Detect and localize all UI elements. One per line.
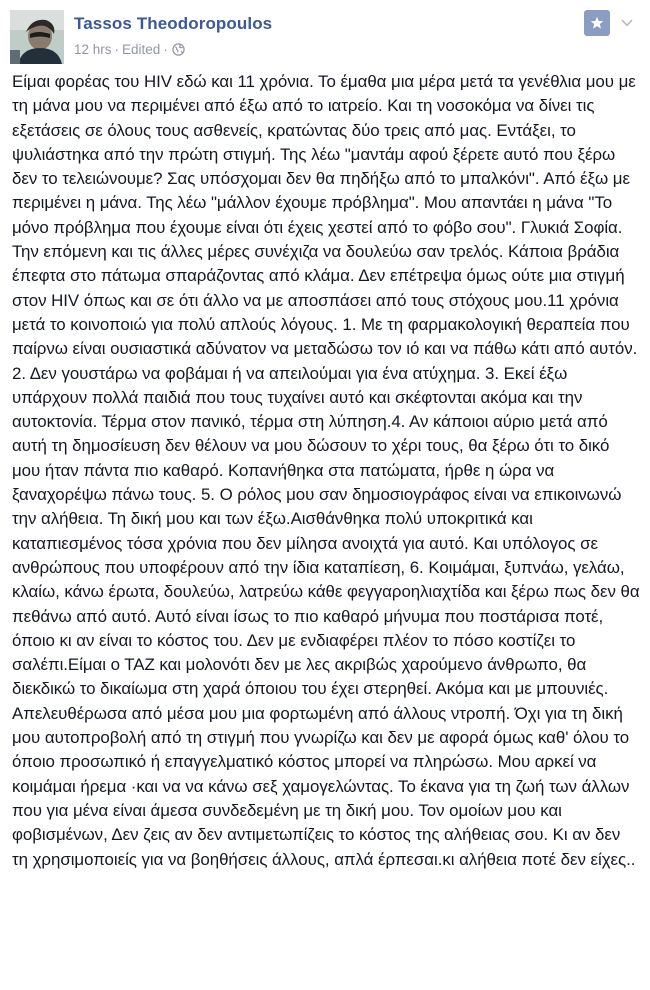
meta-separator: · (114, 42, 120, 57)
post-meta (74, 42, 185, 57)
post-options-button[interactable] (618, 14, 636, 32)
star-icon (590, 16, 604, 30)
chevron-down-icon (621, 19, 633, 27)
meta-separator-2: · (163, 42, 168, 57)
avatar[interactable] (10, 10, 64, 64)
post-timestamp[interactable]: 12 hrs (74, 42, 112, 57)
post-body-text: Είμαι φορέας του HIV εδώ και 11 χρόνια. Το έμαθα μια μέρα μετά τα γενέθλια μου με τη μάνα μου να περιμένει από έξω από το ιατρείο. Και τη νοσοκόμα να δίνει τις εξετάσεις σε όλους τους ασθενείς, κρατώντας δύο τρεις από μας. Εντάξει, το ψυλιάστηκα από την πρώτη στιγμή. Της λέω "μαντάμ αφού ξέρετε αυτό που ξέρω δεν το τελειώνουμε? Σας υπόσχομαι δεν θα πηδήξω από το μπαλκόνι". Από έξω με περιμένει η μάνα. Της λέω "μάλλον έχουμε πρόβλημα". Μου απαντάει η μάνα "Το μόνο πρόβλημα που έχουμε είναι ότι έχεις χεστεί από το φόβο σου". Γλυκιά Σοφία. Την επόμενη και τις άλλες μέρες συνέχιζα να δουλεύω σαν τρελός. Κάποια βράδια έπεφτα στο πάτωμα σπαράζοντας από κλάμα. Δεν επέτρεψα όμως ούτε μια στιγμή στον HIV όπως και σε ότι άλλο να με αποσπάσει από τους στόχους μου.11 χρόνια μετά το κοινοποιώ για πολύ απλούς λόγους. 1. Με τη φαρμακολογική θεραπεία που παίρνω είναι ουσιαστικά αδύνατον να μεταδώσω τον ιό και να πάθω κάτι από αυτόν. 2. Δεν γουστάρω να φοβάμαι ή να απειλούμαι για ένα ατύχημα. 3. Εκεί έξω υπάρχουν πολλά παιδιά που τους τυχαίνει αυτό και σκέφτονται ακόμα και την αυτοκτονία. Τέρμα στον πανικό, τέρμα στη λύπηση.4. Αν κάποιοι αύριο μετά από αυτή τη δημοσίευση δεν θέλουν να μου δώσουν το χέρι τους, θα ξέρω ότι το δικό μου ήταν πάντα πιο καθαρό. Κοπανήθηκα στα πατώματα, ήρθε η ώρα να ξαναχορέψω πάνω τους. 5. Ο ρόλος μου σαν δημοσιογράφος είναι να επικοινωνώ την αλήθεια. Τη δική μου και των έξω.Αισθάνθηκα πολύ υποκριτικά και καταπιεσμένος τόσα χρόνια που δεν μίλησα ανοιχτά για αυτό. Και υπόλογος σε ανθρώπους που υποφέρουν από την ίδια καταπίεση, 6. Κοιμάμαι, ξυπνάω, γελάω, κλαίω, κάνω έρωτα, δουλεύω, λατρεύω κάθε φεγγαροηλιαχτίδα και ξέρω πως δεν θα πεθάνω από αυτό. Αυτό είναι ίσως το πιο καθαρό μήνυμα που ποστάρισα ποτέ, όποιο κι αν είναι το κόστος του. Δεν με ενδιαφέρει πλέον το πόσο κοστίζει το σαλέπι.Είμαι ο ΤΑΖ και μολονότι δεν με λες ακριβώς χαρούμενο άνθρωπο, θα διεκδικώ το δικαίωμα στη χαρά όποιου του έχει στερηθεί. Ακόμα και με μπουνιές. Απελευθέρωσα από μέσα μου μια φορτωμένη από άλλους ντροπή. Όχι για τη δική μου αυτοπροβολή από τη στιγμή που γνωρίζω και δεν με αφορά όμως καθ' όλου το όποιο προσωπικό ή επαγγελματικό κόστος μπορεί να πληρώσω. Μου αρκεί να κοιμάμαι ήρεμα ·και να να κάνω σεξ χαμογελώντας. Το έκανα για τη ζωή των άλλων που για μένα είναι άμεσα συνδεδεμένη με τη δική μου. Τον ομοίων μου και φοβισμένων, Δεν ζεις αν δεν αντιμετωπίζεις το κόστος της αλήθειας σου. Κι αν δεν τη χρησιμοποιείς για να βοηθήσεις άλλους, απλά έρπεσαι.κι αλήθεια ποτέ δεν είχες.. (12, 72, 645, 869)
edited-label[interactable]: Edited (122, 42, 161, 57)
globe-icon[interactable] (172, 43, 185, 56)
avatar-photo (10, 10, 64, 64)
post-header (10, 10, 640, 64)
author-name[interactable]: Tassos Theodoropoulos (74, 14, 273, 33)
favorite-star-button[interactable] (584, 10, 610, 36)
